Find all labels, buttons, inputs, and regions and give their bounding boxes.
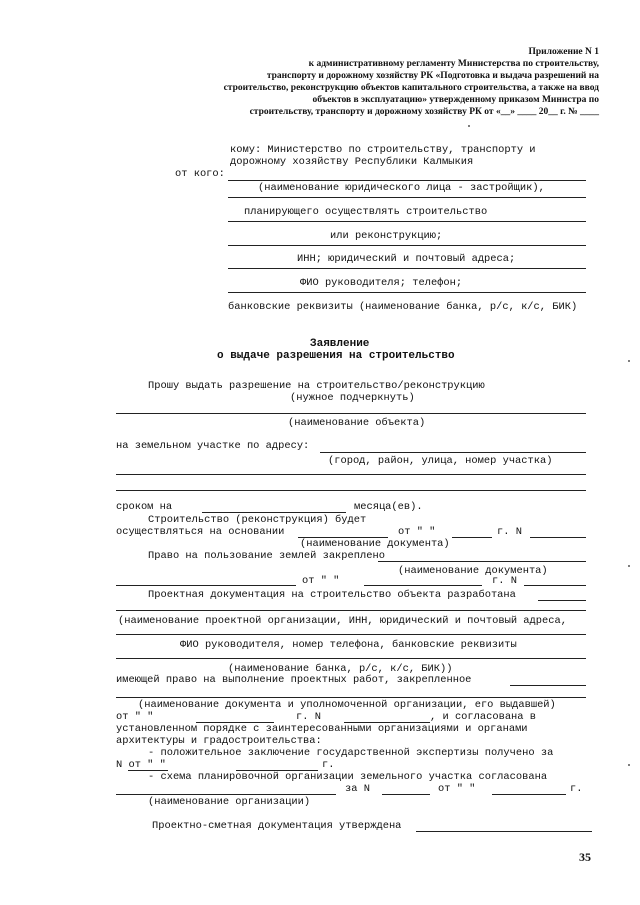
- land-doc-field[interactable]: [378, 561, 586, 562]
- scan-speck: [468, 125, 470, 127]
- fill-line[interactable]: [116, 634, 586, 635]
- g-n-label: г. N: [497, 526, 522, 538]
- fill-line[interactable]: [116, 794, 336, 795]
- land-right: Право на пользование землей закреплено: [148, 550, 385, 562]
- caption: (наименование проектной организации, ИНН, юридический и почтовый адреса,: [118, 615, 567, 627]
- caption: (наименование банка, р/с, к/с, БИК)): [228, 663, 453, 675]
- appendix-title: Приложение N 1: [528, 47, 599, 57]
- fill-line[interactable]: [538, 600, 586, 601]
- date-field[interactable]: [364, 585, 482, 586]
- n-ot-label: N от " ": [116, 759, 166, 771]
- ot-label: от " ": [302, 575, 340, 587]
- arch-text: архитектуры и градостроительства:: [116, 735, 322, 747]
- applicant-line[interactable]: [228, 180, 586, 181]
- date-field[interactable]: [492, 794, 566, 795]
- term-field[interactable]: [202, 512, 346, 513]
- fill-line[interactable]: [116, 697, 586, 698]
- term-suffix: месяца(ев).: [354, 501, 423, 513]
- number-field[interactable]: [524, 585, 586, 586]
- object-field[interactable]: [116, 413, 586, 414]
- psd-line: Проектно-сметная документация утверждена: [152, 820, 402, 832]
- scan-speck: [628, 565, 630, 567]
- project-docs: Проектная документация на строительство объекта разработана: [148, 589, 516, 601]
- caption: (нужное подчеркнуть): [290, 392, 415, 404]
- established-text: установленном порядке с заинтересованными организациями и органами: [116, 723, 528, 735]
- document-title: Заявление: [310, 338, 370, 350]
- caption: планирующего осуществлять строительство: [244, 206, 488, 218]
- fill-line[interactable]: [228, 268, 586, 269]
- ot-label: от " ": [438, 783, 476, 795]
- caption: (город, район, улица, номер участка): [328, 455, 553, 467]
- fill-line[interactable]: [116, 585, 296, 586]
- caption: (наименование документа): [398, 565, 548, 577]
- agreed-text: , и согласована в: [430, 711, 537, 723]
- request-line: Прошу выдать разрешение на строительство/реконструкцию: [148, 380, 485, 392]
- fill-line[interactable]: [116, 490, 586, 491]
- scheme-text: - схема планировочной организации земельного участка согласована: [148, 771, 548, 783]
- land-label: на земельном участке по адресу:: [116, 440, 310, 452]
- appendix-line: объектов в эксплуатацию» утвержденному приказом Министра по: [312, 95, 599, 105]
- appendix-line: строительство, реконструкцию объектов капитального строительства, а также на ввод: [223, 83, 599, 93]
- caption: ИНН; юридический и почтовый адреса;: [297, 253, 516, 265]
- term-label: сроком на: [116, 501, 173, 513]
- number-field[interactable]: [530, 537, 586, 538]
- fill-line[interactable]: [228, 221, 586, 222]
- fill-line[interactable]: [228, 197, 586, 198]
- addressee-line: дорожному хозяйству Республики Калмыкия: [230, 156, 474, 168]
- fill-line[interactable]: [510, 685, 586, 686]
- appendix-line: транспорту и дорожному хозяйству РК «Подготовка и выдача разрешений на: [266, 71, 599, 81]
- page-number: 35: [579, 850, 591, 864]
- g-label: г.: [322, 759, 335, 771]
- za-n-label: за N: [345, 783, 370, 795]
- caption: или реконструкцию;: [330, 230, 443, 242]
- g-label: г.: [570, 783, 583, 795]
- fill-line[interactable]: [116, 658, 586, 659]
- appendix-line: строительству, транспорту и дорожному хозяйству РК от «__» ____ 20__ г. № ____: [249, 107, 599, 117]
- caption: банковские реквизиты (наименование банка, р/с, к/с, БИК): [228, 301, 578, 313]
- right-line: имеющей право на выполнение проектных работ, закрепленное: [116, 674, 472, 686]
- ot-label: от " ": [398, 526, 436, 538]
- ot-label: от " ": [116, 711, 154, 723]
- appendix-line: к административному регламенту Министерства по строительству,: [308, 59, 599, 69]
- fill-line[interactable]: [228, 245, 586, 246]
- construction-line: Строительство (реконструкция) будет: [148, 514, 367, 526]
- caption: (наименование организации): [148, 796, 311, 808]
- fill-line[interactable]: [116, 610, 586, 611]
- fill-line[interactable]: [228, 292, 586, 293]
- caption: (наименование юридического лица - застройщик),: [258, 182, 545, 194]
- number-field[interactable]: [382, 794, 430, 795]
- date-field[interactable]: [452, 537, 492, 538]
- caption: ФИО руководителя; телефон;: [300, 277, 463, 289]
- psd-field[interactable]: [416, 831, 592, 832]
- expertise-text: - положительное заключение государственной экспертизы получено за: [148, 747, 554, 759]
- scan-speck: [628, 360, 630, 362]
- addressee-line: кому: Министерство по строительству, транспорту и: [230, 144, 536, 156]
- address-field[interactable]: [320, 452, 586, 453]
- document-subtitle: о выдаче разрешения на строительство: [217, 350, 455, 362]
- caption: (наименование документа и уполномоченной организации, его выдавшей): [138, 699, 556, 711]
- basis-line: осуществляться на основании: [116, 526, 285, 538]
- scan-speck: [628, 764, 630, 766]
- fill-line[interactable]: [116, 474, 586, 475]
- g-n-label: г. N: [492, 575, 517, 587]
- g-n-label: г. N: [296, 711, 321, 723]
- from-label: от кого:: [175, 168, 225, 180]
- caption: (наименование объекта): [288, 417, 426, 429]
- caption: (наименование документа): [300, 538, 450, 550]
- caption: ФИО руководителя, номер телефона, банковские реквизиты: [180, 639, 517, 651]
